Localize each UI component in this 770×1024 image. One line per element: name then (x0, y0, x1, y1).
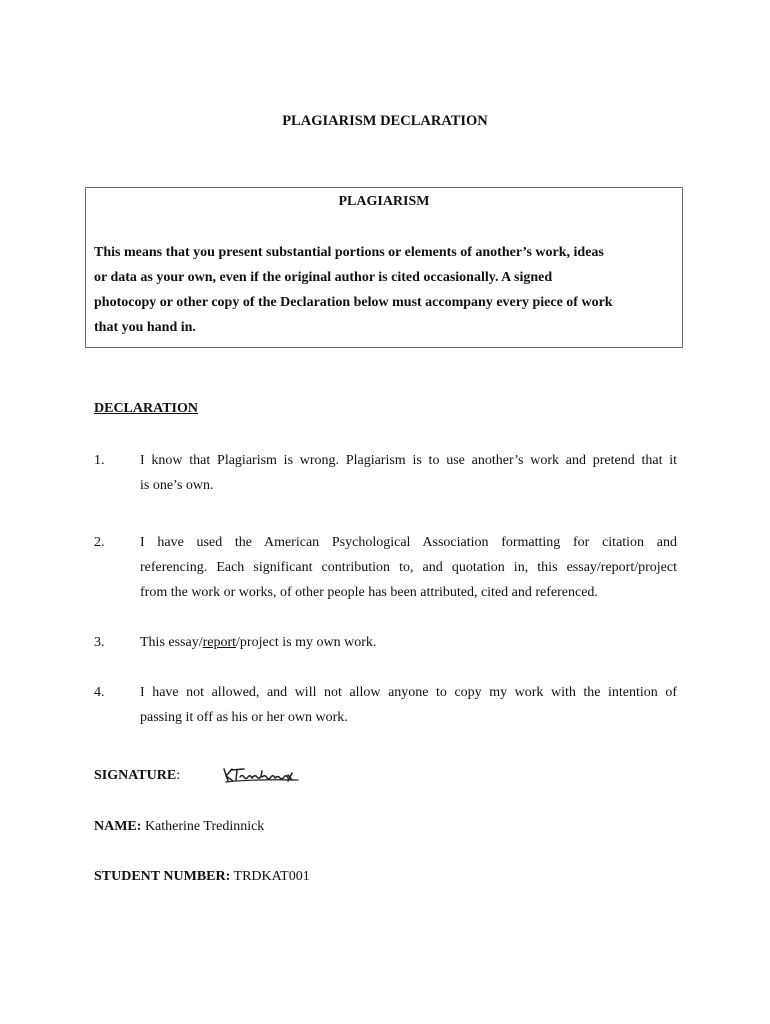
item-text-line: I have not allowed, and will not allow anyone to copy my work with the intention of (140, 685, 677, 700)
item-text-line: I know that Plagiarism is wrong. Plagiarism is to use another’s work and pretend that it (140, 453, 677, 468)
box-line: or data as your own, even if the original author is cited occasionally. A signed (94, 270, 553, 285)
item-text-line: from the work or works, of other people has been attributed, cited and referenced. (140, 585, 598, 600)
name-value: Katherine Tredinnick (144, 819, 265, 834)
item-number: 1. (94, 453, 105, 468)
student-number-label: STUDENT NUMBER: (94, 869, 231, 884)
underlined-word: report (202, 635, 237, 650)
item-text-segment: This essay/ (140, 635, 203, 650)
box-line: that you hand in. (94, 320, 196, 335)
box-line: photocopy or other copy of the Declaration below must accompany every piece of work (94, 295, 613, 310)
item-text-line: passing it off as his or her own work. (140, 710, 348, 725)
box-heading: PLAGIARISM (338, 194, 430, 209)
document-title: PLAGIARISM DECLARATION (282, 113, 488, 129)
handwritten-signature (222, 765, 304, 787)
item-number: 2. (94, 535, 105, 550)
student-number-value: TRDKAT001 (233, 869, 310, 884)
name-label: NAME: (94, 819, 142, 834)
declaration-heading: DECLARATION (94, 401, 198, 416)
item-text-segment: /project is my own work. (236, 635, 377, 650)
item-text-line: is one’s own. (140, 478, 214, 493)
name-field (94, 819, 264, 835)
item-text-line (140, 635, 376, 651)
item-number: 4. (94, 685, 105, 700)
item-number: 3. (94, 635, 105, 650)
signature-colon: : (176, 768, 181, 783)
item-text-line: referencing. Each significant contribution to, and quotation in, this essay/report/project (140, 560, 677, 575)
signature-label: SIGNATURE (94, 768, 177, 783)
item-text-line: I have used the American Psychological Association formatting for citation and (140, 535, 677, 550)
student-number-field (94, 869, 310, 885)
box-line: This means that you present substantial portions or elements of another’s work, ideas (94, 245, 604, 260)
signature-field (94, 768, 180, 784)
